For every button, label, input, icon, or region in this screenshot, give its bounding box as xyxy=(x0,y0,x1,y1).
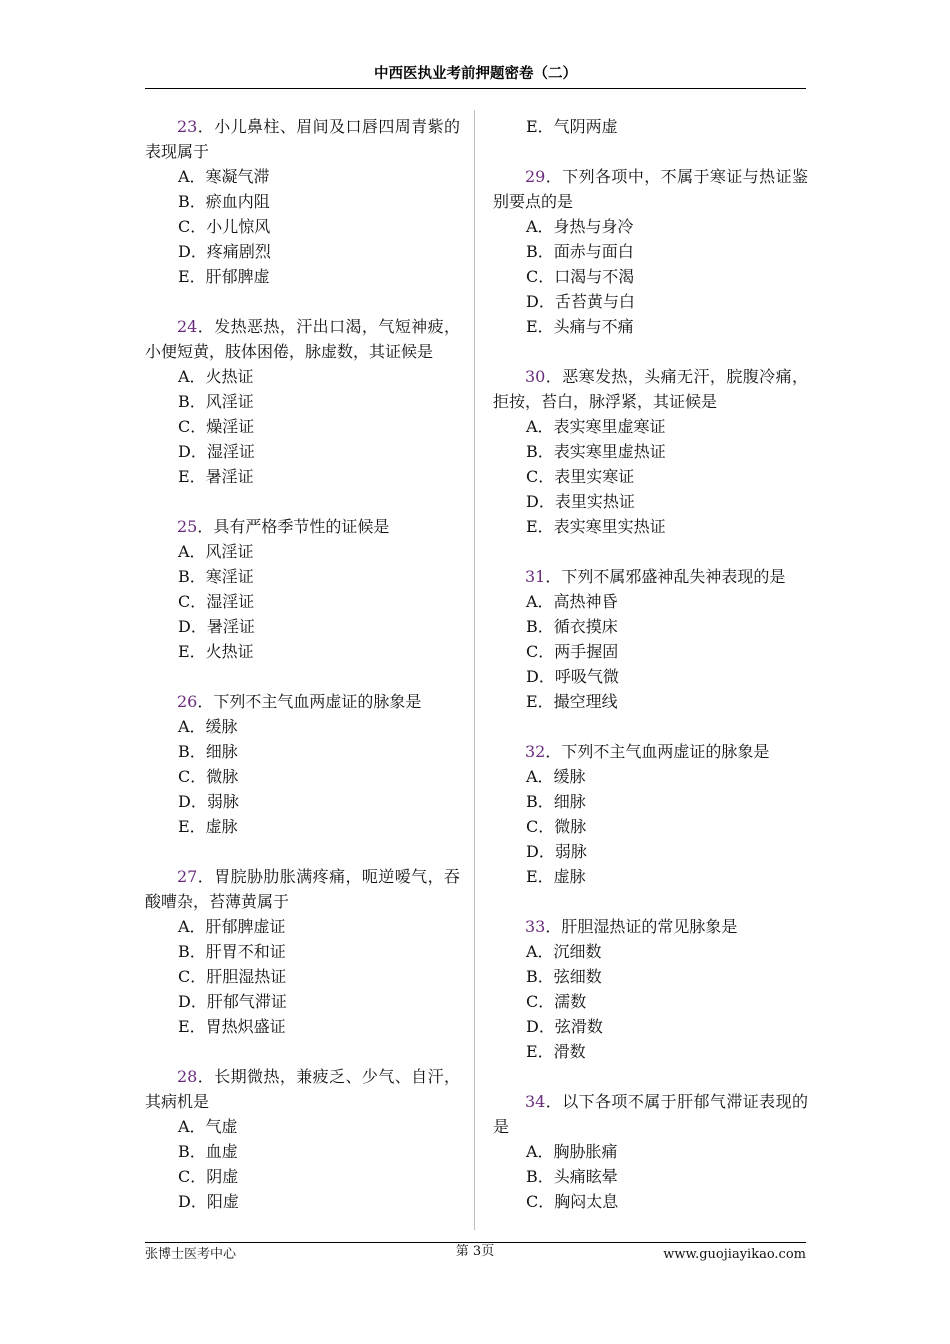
question-option: B．细脉 xyxy=(178,742,238,761)
question-options xyxy=(145,539,460,664)
question-options xyxy=(145,714,460,839)
left-column xyxy=(145,114,460,1239)
footer-website: www.guojiayikao.com xyxy=(663,1247,806,1262)
question-option: A．肝郁脾虚证 xyxy=(178,917,286,936)
question-options xyxy=(493,414,808,539)
question-option: A．高热神昏 xyxy=(526,592,618,611)
question-text: ．以下各项不属于肝郁气滞证表现的是 xyxy=(493,1092,808,1136)
question-option: D．疼痛剧烈 xyxy=(178,242,271,261)
question-28-continuation xyxy=(493,114,808,139)
question-option: D．表里实热证 xyxy=(526,492,635,511)
question-stem xyxy=(493,564,808,589)
question-stem xyxy=(493,164,808,214)
question-26 xyxy=(145,689,460,839)
question-option: E．火热证 xyxy=(178,642,254,661)
question-number: 30 xyxy=(525,367,546,386)
question-number: 26 xyxy=(177,692,198,711)
question-option: A．气虚 xyxy=(178,1117,238,1136)
question-option: D．阳虚 xyxy=(178,1192,239,1211)
question-options xyxy=(493,939,808,1064)
question-option: C．两手握固 xyxy=(526,642,619,661)
question-option: E．气阴两虚 xyxy=(526,117,618,136)
question-option: D．弦滑数 xyxy=(526,1017,603,1036)
question-option: E．撮空理线 xyxy=(526,692,618,711)
question-number: 23 xyxy=(177,117,198,136)
question-stem xyxy=(493,1089,808,1139)
question-option: E．胃热炽盛证 xyxy=(178,1017,286,1036)
column-divider xyxy=(474,110,475,1230)
footer-page-number: 第 3页 xyxy=(455,1244,495,1259)
question-text: ．下列不属邪盛神乱失神表现的是 xyxy=(545,567,786,586)
question-stem xyxy=(145,689,460,714)
question-23 xyxy=(145,114,460,289)
question-options xyxy=(145,364,460,489)
question-option: A．沉细数 xyxy=(526,942,602,961)
question-text: ．胃脘胁肋胀满疼痛，呃逆嗳气，吞酸嘈杂，苔薄黄属于 xyxy=(145,867,460,911)
question-text: ．下列不主气血两虚证的脉象是 xyxy=(545,742,770,761)
question-stem xyxy=(145,864,460,914)
question-option: B．循衣摸床 xyxy=(526,617,618,636)
question-option: C．燥淫证 xyxy=(178,417,255,436)
question-option: B．血虚 xyxy=(178,1142,238,1161)
question-option: B．细脉 xyxy=(526,792,586,811)
question-option: B．风淫证 xyxy=(178,392,254,411)
question-text: ．长期微热，兼疲乏、少气、自汗，其病机是 xyxy=(145,1067,460,1111)
question-number: 34 xyxy=(525,1092,546,1111)
header-rule xyxy=(145,88,806,89)
question-option: B．寒淫证 xyxy=(178,567,254,586)
question-option: D．舌苔黄与白 xyxy=(526,292,635,311)
question-text: ．具有严格季节性的证候是 xyxy=(197,517,390,536)
question-option: A．胸胁胀痛 xyxy=(526,1142,618,1161)
question-option: C．湿淫证 xyxy=(178,592,255,611)
question-option: C．口渴与不渴 xyxy=(526,267,635,286)
question-options xyxy=(493,764,808,889)
question-option: E．虚脉 xyxy=(526,867,586,886)
question-option: C．微脉 xyxy=(178,767,239,786)
question-option: A．寒凝气滞 xyxy=(178,167,270,186)
question-option: D．暑淫证 xyxy=(178,617,255,636)
question-29 xyxy=(493,164,808,339)
question-stem xyxy=(493,364,808,414)
question-option: C．胸闷太息 xyxy=(526,1192,619,1211)
question-options xyxy=(145,1114,460,1214)
question-option: B．肝胃不和证 xyxy=(178,942,286,961)
question-option: C．表里实寒证 xyxy=(526,467,635,486)
question-number: 33 xyxy=(525,917,546,936)
question-number: 25 xyxy=(177,517,198,536)
question-option: A．缓脉 xyxy=(526,767,586,786)
question-option: D．呼吸气微 xyxy=(526,667,619,686)
question-option: B．弦细数 xyxy=(526,967,602,986)
question-options xyxy=(493,589,808,714)
question-27 xyxy=(145,864,460,1039)
question-option: C．阴虚 xyxy=(178,1167,239,1186)
question-stem xyxy=(493,914,808,939)
question-31 xyxy=(493,564,808,714)
question-option: A．火热证 xyxy=(178,367,254,386)
question-34 xyxy=(493,1089,808,1214)
question-number: 28 xyxy=(177,1067,198,1086)
question-text: ．下列不主气血两虚证的脉象是 xyxy=(197,692,422,711)
question-text: ．小儿鼻柱、眉间及口唇四周青紫的表现属于 xyxy=(145,117,460,161)
question-option: C．小儿惊风 xyxy=(178,217,271,236)
question-option: E．表实寒里实热证 xyxy=(526,517,666,536)
question-number: 32 xyxy=(525,742,546,761)
question-option: B．面赤与面白 xyxy=(526,242,634,261)
question-option: A．风淫证 xyxy=(178,542,254,561)
question-stem xyxy=(145,1064,460,1114)
question-stem xyxy=(145,314,460,364)
question-option: A．表实寒里虚寒证 xyxy=(526,417,666,436)
question-option: B．瘀血内阻 xyxy=(178,192,270,211)
question-text: ．发热恶热，汗出口渴，气短神疲，小便短黄，肢体困倦，脉虚数，其证候是 xyxy=(145,317,460,361)
question-33 xyxy=(493,914,808,1064)
question-option: D．肝郁气滞证 xyxy=(178,992,287,1011)
question-text: ．下列各项中，不属于寒证与热证鉴别要点的是 xyxy=(493,167,808,211)
question-option: C．肝胆湿热证 xyxy=(178,967,287,986)
question-option: E．暑淫证 xyxy=(178,467,254,486)
question-option: D．弱脉 xyxy=(526,842,587,861)
question-option: E．滑数 xyxy=(526,1042,586,1061)
question-28 xyxy=(145,1064,460,1214)
question-option: B．表实寒里虚热证 xyxy=(526,442,666,461)
question-30 xyxy=(493,364,808,539)
question-24 xyxy=(145,314,460,489)
right-column xyxy=(493,114,808,1239)
question-stem xyxy=(145,514,460,539)
question-32 xyxy=(493,739,808,889)
question-25 xyxy=(145,514,460,664)
question-stem xyxy=(145,114,460,164)
question-options xyxy=(145,164,460,289)
question-option: E．肝郁脾虚 xyxy=(178,267,270,286)
question-options xyxy=(493,214,808,339)
footer-publisher: 张博士医考中心 xyxy=(145,1247,237,1262)
question-stem xyxy=(493,739,808,764)
question-option: D．弱脉 xyxy=(178,792,239,811)
question-option: E．头痛与不痛 xyxy=(526,317,634,336)
question-options xyxy=(145,914,460,1039)
question-number: 31 xyxy=(525,567,546,586)
question-text: ．恶寒发热，头痛无汗，脘腹冷痛，拒按，苔白，脉浮紧，其证候是 xyxy=(493,367,808,411)
question-option: C．濡数 xyxy=(526,992,587,1011)
question-option: A．身热与身冷 xyxy=(526,217,634,236)
question-option: A．缓脉 xyxy=(178,717,238,736)
question-options xyxy=(493,1139,808,1214)
page-header-title: 中西医执业考前押题密卷（二） xyxy=(374,66,577,82)
question-text: ．肝胆湿热证的常见脉象是 xyxy=(545,917,738,936)
question-number: 24 xyxy=(177,317,198,336)
question-option: C．微脉 xyxy=(526,817,587,836)
question-option: D．湿淫证 xyxy=(178,442,255,461)
question-number: 29 xyxy=(525,167,546,186)
question-option: B．头痛眩晕 xyxy=(526,1167,618,1186)
question-number: 27 xyxy=(177,867,198,886)
question-option: E．虚脉 xyxy=(178,817,238,836)
